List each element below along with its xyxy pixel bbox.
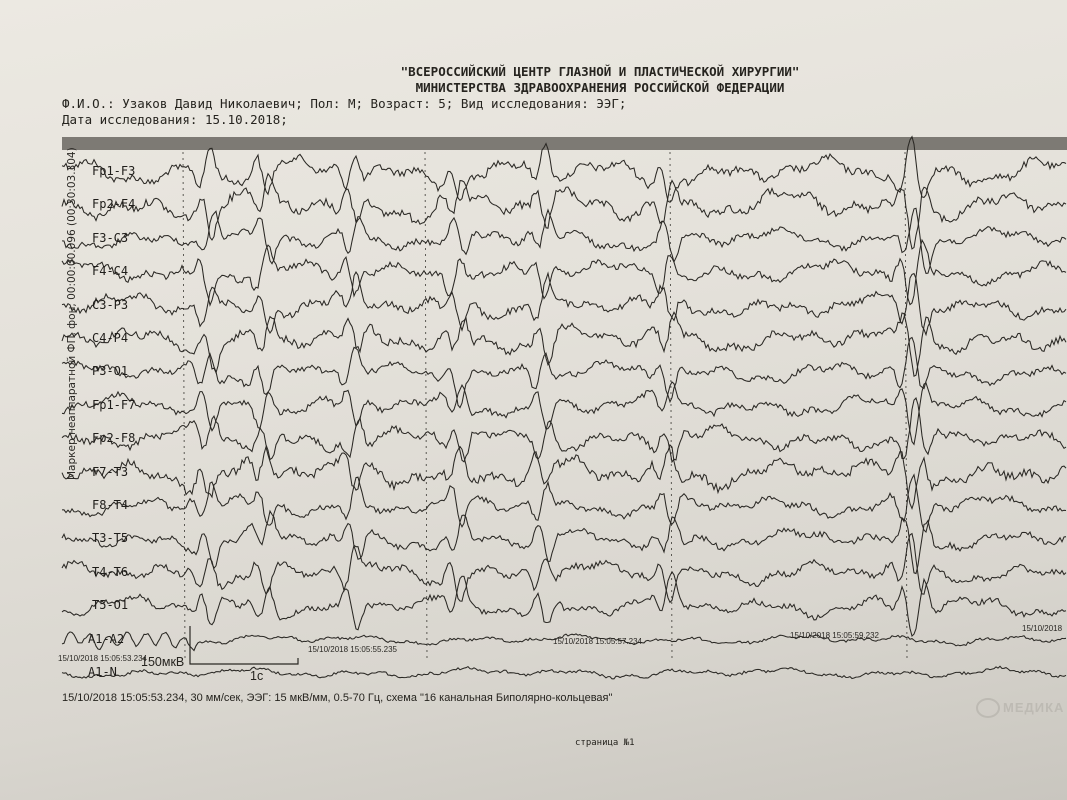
channel-label: Fp2-F4	[92, 197, 136, 212]
channel-label: T4-T6	[92, 564, 129, 579]
eeg-trace-c4-p4	[62, 312, 1066, 379]
eeg-trace-f7-t3	[62, 445, 1066, 509]
organization-name: "ВСЕРОССИЙСКИЙ ЦЕНТР ГЛАЗНОЙ И ПЛАСТИЧЕСКОЙ ХИРУРГИИ"	[400, 64, 800, 79]
channel-label: A1-A2	[88, 631, 125, 646]
channel-label: A1-N	[88, 665, 117, 679]
timestamp-0: 15/10/2018 15:05:53.234	[58, 654, 147, 663]
eeg-trace-t5-o1	[62, 572, 1066, 636]
calibration-amplitude: 150мкВ	[141, 655, 185, 669]
calibration-bracket	[190, 626, 298, 664]
channel-label: Fp1-F3	[92, 164, 136, 178]
time-grid-line	[670, 152, 672, 660]
eeg-trace-f8-t4	[62, 475, 1066, 532]
timestamp-4: 15/10/2018	[1022, 624, 1063, 633]
side-marker-label: Маркер неаппаратной ФП, фон, 00:00:00.096 (00:30:03.304)	[66, 147, 78, 480]
channel-label: P3-O1	[92, 364, 129, 379]
time-grid-line	[183, 152, 185, 660]
channel-label: F3-C3	[92, 230, 129, 245]
page-number: страница №1	[575, 738, 635, 748]
eeg-trace-fp1-f7	[62, 382, 1066, 444]
channel-label: C4-P4	[92, 331, 129, 345]
eeg-trace-a1-n	[62, 666, 1066, 679]
eeg-trace-t4-t6	[62, 534, 1066, 603]
study-date: Дата исследования: 15.10.2018;	[62, 112, 288, 127]
channel-label: T3-T5	[92, 531, 129, 546]
channel-label: Fp1-F7	[92, 397, 136, 412]
recording-parameters: 15/10/2018 15:05:53.234, 30 мм/сек, ЭЭГ: 15 мкВ/мм, 0.5-70 Гц, схема "16 канальная Биполярно-кольцевая"	[62, 692, 613, 704]
channel-label: F8-T4	[92, 498, 129, 512]
calibration-time: 1с	[250, 669, 264, 683]
channel-label: F7-T3	[92, 464, 129, 479]
timestamp-2: 15/10/2018 15:05:57.234	[553, 637, 642, 646]
patient-info: Ф.И.О.: Узаков Давид Николаевич; Пол: М; Возраст: 5; Вид исследования: ЭЭГ;	[62, 96, 627, 111]
ministry-name: МИНИСТЕРСТВА ЗДРАВООХРАНЕНИЯ РОССИЙСКОЙ ФЕДЕРАЦИИ	[415, 80, 785, 95]
timestamp-1: 15/10/2018 15:05:55.235	[308, 645, 397, 654]
eeg-trace-fp1-f3	[62, 137, 1066, 203]
channel-label: C3-P3	[92, 297, 129, 312]
channel-label: F4-C4	[92, 264, 129, 279]
eeg-trace-f4-c4	[62, 240, 1066, 305]
eeg-trace-p3-o1	[62, 338, 1066, 408]
channel-label: T5-O1	[92, 598, 129, 613]
channel-label: Fp2-F8	[92, 431, 136, 446]
timestamp-3: 15/10/2018 15:05:59.232	[790, 631, 879, 640]
logo-text: МЕДИКА	[1003, 700, 1065, 715]
